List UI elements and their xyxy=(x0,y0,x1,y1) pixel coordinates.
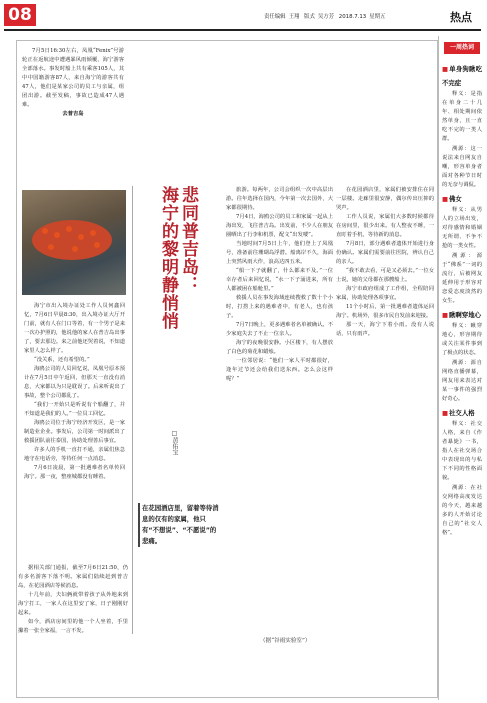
article-paragraph: 许多人的手机一直打不通，亲属们焦急地守在电话旁，等待任何一点消息。 xyxy=(24,447,125,462)
column-divider xyxy=(132,186,133,634)
life-vest-person xyxy=(94,242,100,248)
article-paragraph: 救援人员在事发海域连续搜救了数十个小时，打捞上来的遇难者中，有老人，也有孩子。 xyxy=(226,295,333,319)
life-vest-person xyxy=(78,234,84,240)
article-paragraph: “我们一开始只是听说有个船翻了，并不知道是我们的人。”一位员工回忆。 xyxy=(24,402,125,417)
article-paragraph: 一位邻居说：“他们一家人平时都很好，逢年过节还会给我们送东西。怎么会这样呢？” xyxy=(226,358,333,382)
hot-word-text: 溯源：源自网络直播弹幕，网友用来表达对某一事件的强烈好奇心。 xyxy=(442,360,482,402)
article-paragraph: 在花园酒店里，家属们被安排住在同一层楼。走廊里很安静，偶尔传出压抑的哭声。 xyxy=(336,187,434,211)
issue-date: 2018.7.13 xyxy=(338,14,367,20)
hot-word-title: ■ 社交人格 xyxy=(442,406,482,420)
article-paragraph: “船一下子就翻了，什么都来不及。”一位幸存者后来回忆说，“水一下子涌进来，所有人都被困在船舱里。” xyxy=(226,268,333,292)
sidebar-divider xyxy=(438,36,439,700)
article-column-1c xyxy=(18,564,128,700)
article-paragraph: 海宁的夜晚很安静。小区楼下，有人摆放了白色的菊花和蜡烛。 xyxy=(226,340,333,355)
issue-weekday: 星期五 xyxy=(369,14,386,20)
life-vest-person xyxy=(42,228,48,234)
life-vest-person xyxy=(54,232,60,238)
byline: □黄佑宝 xyxy=(171,430,178,455)
title-line-1: 悲同普吉岛： xyxy=(178,186,198,294)
article-paragraph: 据相关部门通报，截至7月6日21:50，仍有多名游客下落不明。家属们陆续赶到普吉岛，在花园酒店等候消息。 xyxy=(18,565,128,589)
article-paragraph: 海鸥公司位于海宁经济开发区，是一家制造业企业。事发后，公司第一时间派出了救援团队前往泰国，协助处理善后事宜。 xyxy=(24,420,125,444)
hot-word-title: ■ 佛女 xyxy=(442,192,482,206)
pull-quote: 在花园酒店里，留着等待消息的仅有的家属，他只有“不想说”、“不愿说”的悲痛。 xyxy=(142,503,222,547)
article-paragraph: “我不敢去看，可是又必须去。”一位女士说，她的父母都在那艘船上。 xyxy=(336,268,434,283)
article-paragraph: 十几年前，夫妇俩就带着孩子从外地来到海宁打工，一家人在这里安了家，日子刚刚好起来。 xyxy=(18,592,128,616)
article-paragraph: 当地时间7月5日上午，他们登上了凤凰号，准备前往珊瑚岛浮潜。船离岸不久，海面上突然风雨大作，浪高达四五米。 xyxy=(226,241,333,265)
header-meta xyxy=(264,12,388,20)
article-title xyxy=(158,186,198,330)
article-paragraph: 7月5日16:30左右，凤凰“Fenix”号游轮正在返航途中遭遇暴风雨倾覆，海宁游客全部落水。事发时船上共有乘客105人，其中中国籍游客87人，来自海宁的游客共有47人，他们是某家公司的员工与亲属，组团出游。截至发稿，事故已造成47人遇难。 xyxy=(22,48,124,108)
article-column-1b xyxy=(24,302,125,554)
article-paragraph: 那一天，海宁下着小雨。没有人说话，只有雨声。 xyxy=(336,322,434,337)
article-paragraph: 11个小时后，第一批遇难者遗体运回海宁。机场外，很多市民自发前来迎接。 xyxy=(336,304,434,319)
article-paragraph: 海宁市政府组成了工作组，全程陪同家属，协助处理各项事宜。 xyxy=(336,286,434,301)
life-vest-person xyxy=(72,246,78,252)
source-caption: （据“谷雨实验室”） xyxy=(260,638,311,644)
page-number: 08 xyxy=(4,4,36,26)
hot-word-text: 释义：社交人格，来自《作者暴毙》一书，指人在社交场合中表现出的与私下不同的性格面貌。 xyxy=(442,421,482,481)
article-paragraph: 旅游。每两年，公司会组织一次中高层出游。往年选择在国内，今年第一次去国外，大家都很期待。 xyxy=(226,187,333,211)
hot-word-text: 释义：从男人的立场出发，对待感情和婚姻无所谓、不争不抢的一类女性。 xyxy=(442,207,482,249)
article-paragraph: 如今，酒店房间里的他一个人坐着，手里攥着一张全家福，一言不发。 xyxy=(18,619,128,634)
checker-label: 版式 xyxy=(304,14,315,20)
life-vest-person xyxy=(48,244,54,250)
hot-word-title: ■ 瞅啊穿地心 xyxy=(442,308,482,322)
life-vest-person xyxy=(66,226,72,232)
article-paragraph: 7月4日，海鸥公司的员工和家属一起从上海出发，飞往普吉岛。出发前，不少人在朋友圈晒出了行李和机票，配文“出发喽”。 xyxy=(226,214,333,238)
hot-word-text: 溯源：源于“佛系”一词的流行，后被网友延伸用于形容对恋爱态度淡然的女生。 xyxy=(442,253,482,304)
sidebar-header: 一周热词 xyxy=(444,42,480,54)
hot-word-text: 溯源：这一说法来自网友自嘲，形容单身者面对各种节日时的无奈与调侃。 xyxy=(442,146,482,188)
article-paragraph: 海宁市出入境办证处工作人员何鑫回忆，7月6日早晨8:30，出入境办证大厅开门前，就有人在门口等着，有一个男子是来一次办护照的，他说他的家人在普吉岛出事了，要去那边。来之前他还哭着说，不知道家里人怎么样了。 xyxy=(24,303,125,354)
editor-name: 王翔 xyxy=(288,14,300,20)
hot-word-text: 溯源：在社交网络高度发达的今天，越来越多的人开始讨论自己的“社交人格”。 xyxy=(442,485,482,536)
article-column-3 xyxy=(226,186,333,634)
subheading: 去普吉岛 xyxy=(62,111,84,117)
article-paragraph: 工作人员说，家属们大多数时候都待在房间里，很少出来。有人整夜不睡，一直盯着手机，等待新的消息。 xyxy=(336,214,434,238)
news-photo xyxy=(22,190,126,295)
article-paragraph: 7月7日晚上，更多遇难者名单被确认。不少家庭失去了不止一位亲人。 xyxy=(226,322,333,337)
life-vest-person xyxy=(90,230,96,236)
hot-word-title: ■ 单身狗瞅吃不完症 xyxy=(442,62,482,90)
hot-words-sidebar xyxy=(442,60,482,700)
hot-word-text: 释义：瞅穿地心，形容期待或关注某件事到了极点的状态。 xyxy=(442,323,482,356)
hot-word-text: 释义：是指在单身二十几年、相处期间依然单身，且一直吃不完的一类人群。 xyxy=(442,91,482,142)
section-name: 热点 xyxy=(450,11,472,24)
article-column-4 xyxy=(336,186,434,634)
article-paragraph: 海鸥公司的人员回忆说，凤凰号原本预计在7月5日中午返回，但那天一直没有消息，大家都以为只是耽误了。后来听说出了事故，整个公司都乱了。 xyxy=(24,366,125,399)
article-paragraph: 7月8日，部分遇难者遗体开始进行身份确认。家属们需要前往医院，辨认自己的亲人。 xyxy=(336,241,434,265)
article-column-1 xyxy=(22,47,124,187)
header-rule xyxy=(4,29,481,31)
life-raft xyxy=(32,220,112,260)
title-line-2: 海宁的黎明静悄悄 xyxy=(158,186,178,330)
checker-name: 吴方芳 xyxy=(317,14,335,20)
editor-label: 责任编辑 xyxy=(264,14,286,20)
article-paragraph: “没关系，还有希望的。” xyxy=(34,357,90,363)
article-paragraph: 7月6日凌晨，第一批遇难者名单传回海宁。那一夜，整座城都没有睡着。 xyxy=(24,465,125,480)
page-header xyxy=(0,0,487,30)
